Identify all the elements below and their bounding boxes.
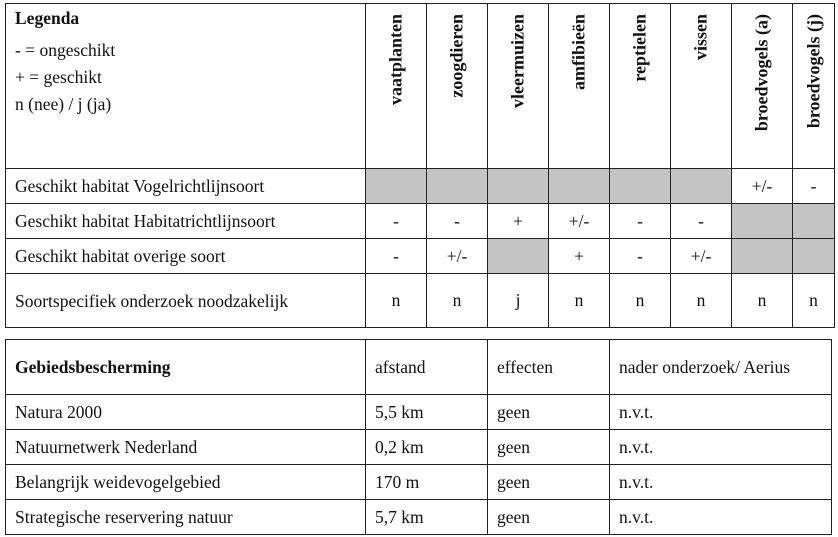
area-further-research: n.v.t. [610,430,832,465]
table-cell: - [793,169,835,204]
header-afstand: afstand [366,340,488,395]
area-further-research: n.v.t. [610,465,832,500]
area-effects: geen [488,465,610,500]
table-cell: n [366,274,427,328]
area-name: Natuurnetwerk Nederland [6,430,366,465]
table-cell-na [549,169,610,204]
column-header-vissen: vissen [671,4,732,169]
table-cell: n [793,274,835,328]
table-cell: n [732,274,793,328]
column-header-broedvogels-j: broedvogels (j) [793,4,835,169]
area-name: Strategische reservering natuur [6,500,366,535]
table-cell: + [488,204,549,239]
table-cell: n [610,274,671,328]
column-header-broedvogels-a: broedvogels (a) [732,4,793,169]
legend-title: Legenda [15,8,80,28]
column-header-zoogdieren: zoogdieren [427,4,488,169]
column-header-reptielen: reptielen [610,4,671,169]
table-cell: - [610,239,671,274]
table-cell: n [549,274,610,328]
table-row [6,500,832,535]
table-cell-na [366,169,427,204]
table-cell: +/- [549,204,610,239]
table-cell: +/- [732,169,793,204]
area-effects: geen [488,500,610,535]
table-cell-na [610,169,671,204]
header-gebiedsbescherming: Gebiedsbescherming [6,340,366,395]
table-row [6,204,835,239]
area-name: Belangrijk weidevogelgebied [6,465,366,500]
table-row [6,395,832,430]
table-cell: + [549,239,610,274]
row-label: Geschikt habitat overige soort [6,239,366,274]
area-distance: 170 m [366,465,488,500]
area-further-research: n.v.t. [610,500,832,535]
table-cell: j [488,274,549,328]
table-cell-na [793,204,835,239]
table-cell: +/- [427,239,488,274]
table-cell-na [427,169,488,204]
table-row [6,239,835,274]
table-row [6,274,835,328]
row-label: Geschikt habitat Habitatrichtlijnsoort [6,204,366,239]
table-cell: +/- [671,239,732,274]
area-distance: 5,7 km [366,500,488,535]
area-name: Natura 2000 [6,395,366,430]
area-effects: geen [488,430,610,465]
legend [6,4,366,169]
table-cell: - [366,204,427,239]
table-cell-na [488,239,549,274]
table-cell: - [366,239,427,274]
column-header-amfibieen: amfibieën [549,4,610,169]
table-header-row [6,340,832,395]
table-cell: - [671,204,732,239]
table-cell-na [488,169,549,204]
legend-item-yes-no: n (nee) / j (ja) [15,94,112,114]
table-cell-na [671,169,732,204]
table-cell: n [427,274,488,328]
table-row [6,430,832,465]
species-habitat-table [5,3,835,328]
table-cell-na [732,204,793,239]
area-further-research: n.v.t. [610,395,832,430]
table-cell: n [671,274,732,328]
area-distance: 5,5 km [366,395,488,430]
table-cell: - [427,204,488,239]
row-label: Soortspecifiek onderzoek noodzakelijk [6,274,366,328]
table-row [6,169,835,204]
area-effects: geen [488,395,610,430]
header-effecten: effecten [488,340,610,395]
area-protection-table [5,339,832,535]
column-header-vleermuizen: vleermuizen [488,4,549,169]
header-nader-onderzoek: nader onderzoek/ Aerius [610,340,832,395]
row-label: Geschikt habitat Vogelrichtlijnsoort [6,169,366,204]
table-row [6,465,832,500]
table-cell-na [732,239,793,274]
legend-item-unsuitable: - = ongeschikt [15,40,116,60]
legend-item-suitable: + = geschikt [15,67,102,87]
column-header-vaatplanten: vaatplanten [366,4,427,169]
table-cell: - [610,204,671,239]
table-cell-na [793,239,835,274]
area-distance: 0,2 km [366,430,488,465]
